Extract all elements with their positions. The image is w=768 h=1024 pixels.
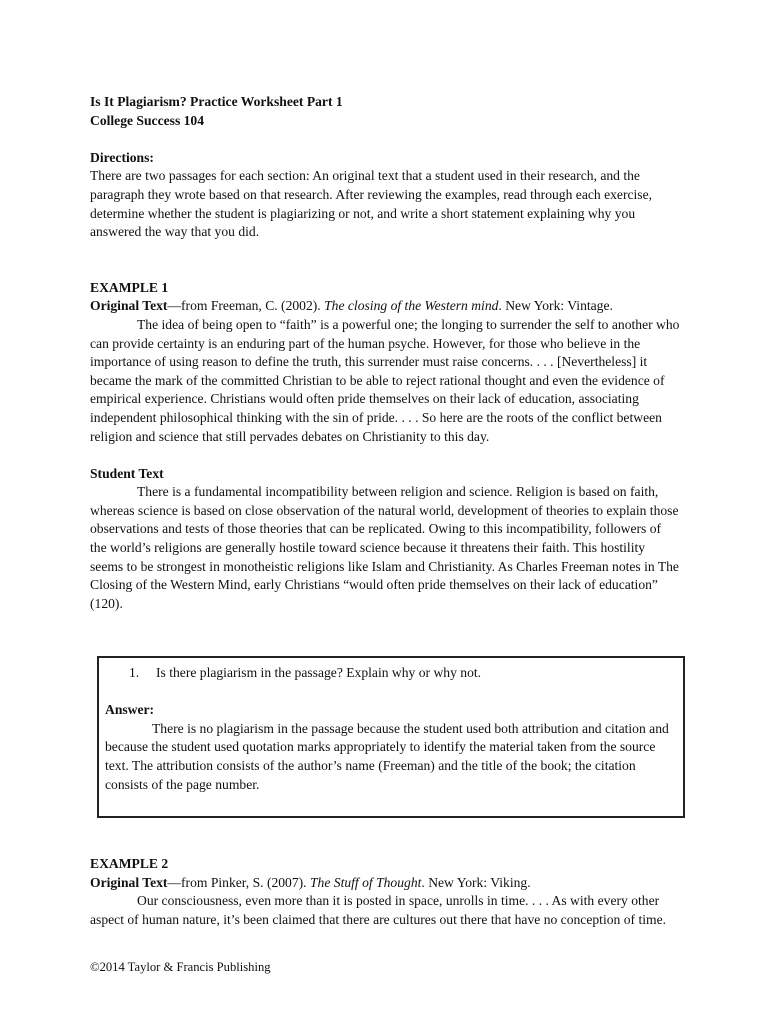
question-line <box>105 664 677 683</box>
worksheet-body <box>90 93 680 613</box>
example2-source-title: The Stuff of Thought <box>309 874 422 890</box>
question-number: 1. <box>129 665 140 680</box>
example2-original-text: Our consciousness, even more than it is posted in space, unrolls in time. . . . As with every other aspect of human nature, it’s been claimed that there are cultures out there that have no conception of time. <box>90 893 667 927</box>
answer-label: Answer: <box>105 702 155 718</box>
example2-source-prefix: —from Pinker, S. (2007). <box>167 874 310 890</box>
example2-heading: EXAMPLE 2 <box>90 856 169 871</box>
example1-source-prefix: —from Freeman, C. (2002). <box>167 298 325 314</box>
question-text: Is there plagiarism in the passage? Explain why or why not. <box>156 665 482 680</box>
example1-heading: EXAMPLE 1 <box>90 279 169 295</box>
answer-text: There is no plagiarism in the passage because the student used both attribution and citation and because the student used quotation marks appropriately to identify the material taken from the source text. The attribution consists of the author’s name (Freeman) and the title of the book; the citation consists of the page number. <box>105 720 669 792</box>
example1-original-text: The idea of being open to “faith” is a powerful one; the longing to surrender the self to another who can provide certainty is an enduring part of the human psyche. However, for those who believe in the importance of using reason to define the truth, this surrender must raise concerns. . . . [Nevertheless] it became the mark of the committed Christian to be able to reject rational thought and even the evidence of empirical experience. Christians would often pride themselves on their lack of education, associating independent philosophical thinking with the sin of pride. . . . So here are the roots of the conflict between religion and science that still pervades debates on Christianity to this day. <box>90 316 680 444</box>
course-name: College Success 104 <box>90 112 205 128</box>
answer-box <box>97 656 685 818</box>
example2-source <box>90 874 680 893</box>
worksheet-title: Is It Plagiarism? Practice Worksheet Part 1 <box>90 94 343 109</box>
example1-source <box>90 297 680 316</box>
example1-student-label: Student Text <box>90 465 164 481</box>
example1-student-text: There is a fundamental incompatibility between religion and science. Religion is based on faith, whereas science is based on close observation of the natural world, development of theories to explain those observations and tests of those theories that can be replicated. Owing to this incompatibility, followers of the world’s religions are generally hostile toward science because it threatens their faith. This hostility seems to be strongest in monotheistic religions like Islam and Christianity. As Charles Freeman notes in The Closing of the Western Mind, early Christians “would often pride themselves on their lack of education” (120). <box>90 484 679 611</box>
example2-original-label: Original Text <box>90 874 168 890</box>
example2-source-suffix: . New York: Viking. <box>421 874 531 890</box>
example1-source-title: The closing of the Western mind <box>324 298 499 314</box>
copyright-footer: ©2014 Taylor & Francis Publishing <box>90 960 271 974</box>
directions-text: There are two passages for each section: An original text that a student used in their research, and the paragraph they wrote based on that research. After reviewing the examples, read through each exercise, determine whether the student is plagiarizing or not, and write a short statement explaining why you answered the way that you did. <box>90 168 653 240</box>
example1-source-suffix: . New York: Vintage. <box>498 298 613 314</box>
example2-section <box>90 855 680 929</box>
directions-label: Directions: <box>90 149 154 165</box>
example1-original-label: Original Text <box>90 298 168 314</box>
